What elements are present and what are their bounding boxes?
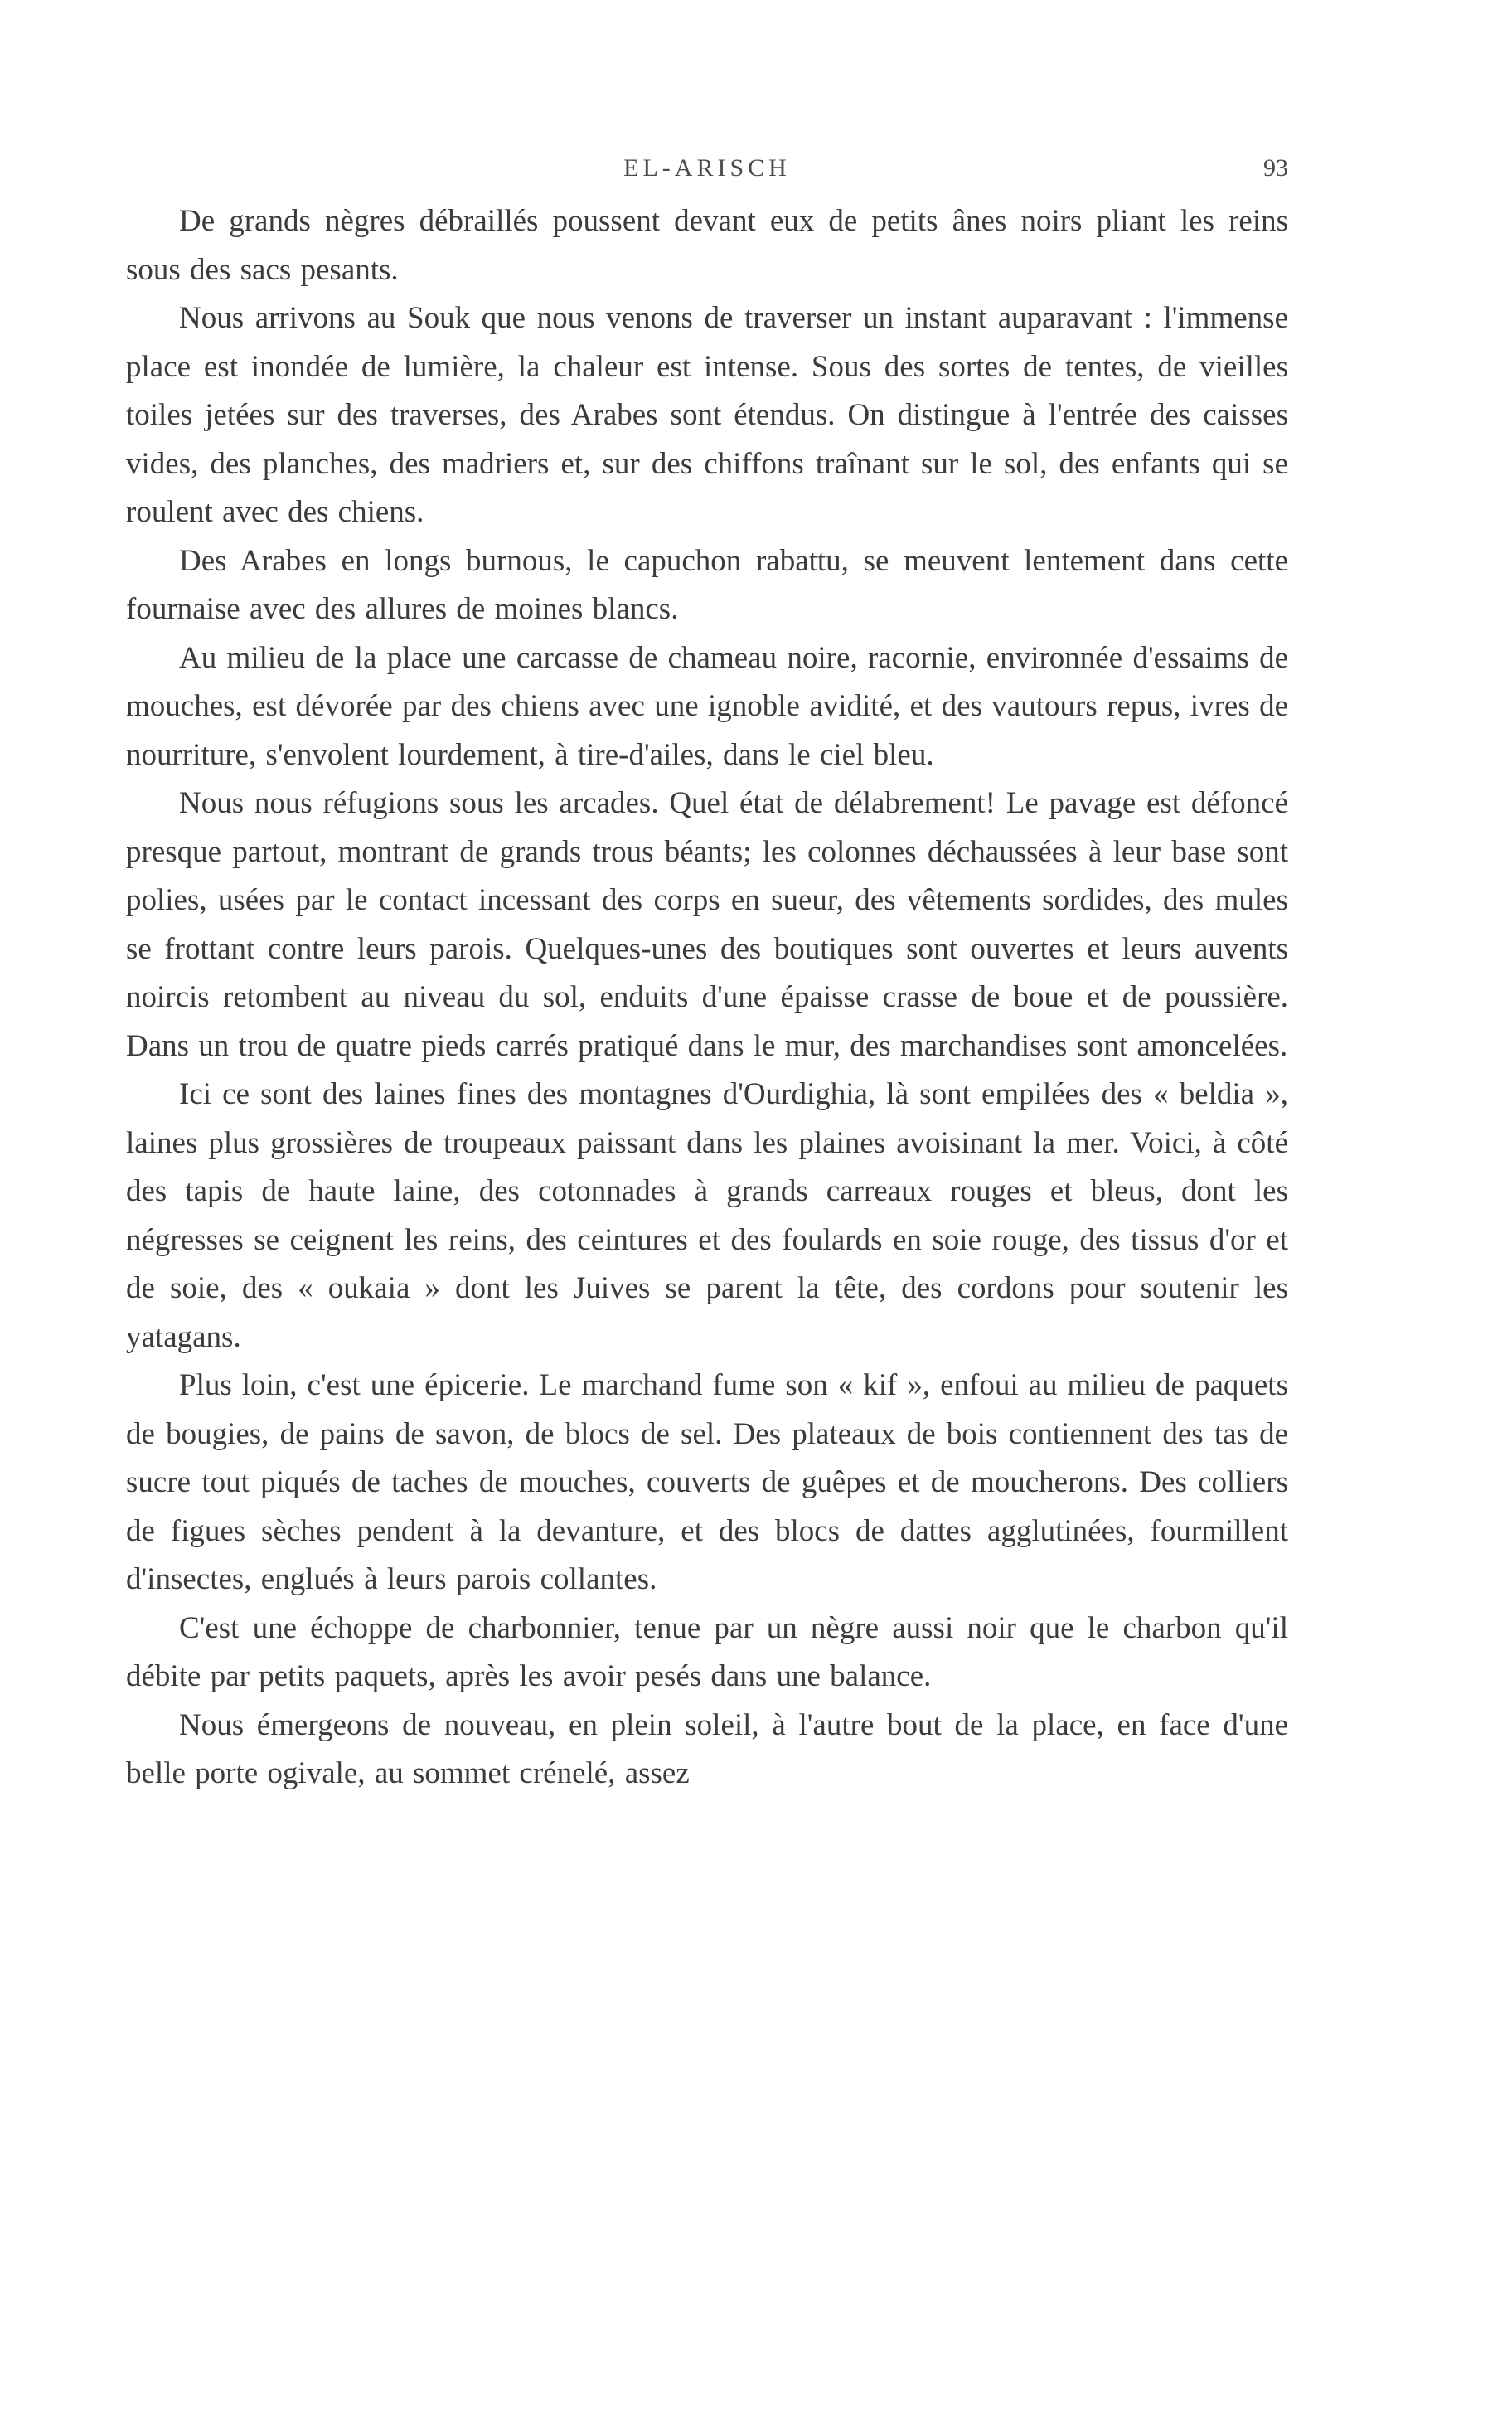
paragraph: Plus loin, c'est une épicerie. Le marchand fume son « kif », enfoui au milieu de paquets de bougies, de pains de savon, de blocs de sel. Des plateaux de bois contiennent des tas de sucre tout piqués de taches de mouches, couverts de guêpes et de moucherons. Des colliers de figues sèches pendent à la devanture, et des blocs de dattes agglutinées, fourmillent d'insectes, englués à leurs parois collantes. (126, 1368, 1288, 1596)
paragraph: De grands nègres débraillés poussent devant eux de petits ânes noirs pliant les reins sous des sacs pesants. (126, 204, 1288, 287)
paragraph: Nous émergeons de nouveau, en plein soleil, à l'autre bout de la place, en face d'une belle porte ogivale, au sommet crénelé, assez (126, 1707, 1288, 1790)
paragraph: Ici ce sont des laines fines des montagnes d'Ourdighia, là sont empilées des « beldia », laines plus grossières de troupeaux paissant dans les plaines avoisinant la mer. Voici, à côté des tapis de haute laine, des cotonnades à grands carreaux rouges et bleus, dont les négresses se ceignent les reins, des ceintures et des foulards en soie rouge, des tissus d'or et de soie, des « oukaia » dont les Juives se parent la tête, des cordons pour soutenir les yatagans. (126, 1077, 1288, 1354)
paragraph: Au milieu de la place une carcasse de chameau noire, racornie, environnée d'essaims de mouches, est dévorée par des chiens avec une ignoble avidité, et des vautours repus, ivres de nourriture, s'envolent lourdement, à tire-d'ailes, dans le ciel bleu. (126, 640, 1288, 772)
page-number: 93 (1263, 154, 1288, 182)
body-text (126, 197, 1288, 1799)
paragraph: Des Arabes en longs burnous, le capuchon rabattu, se meuvent lentement dans cette fournaise avec des allures de moines blancs. (126, 543, 1288, 626)
paragraph: C'est une échoppe de charbonnier, tenue par un nègre aussi noir que le charbon qu'il débite par petits paquets, après les avoir pesés dans une balance. (126, 1610, 1288, 1693)
running-title: EL-ARISCH (623, 154, 791, 182)
paragraph: Nous arrivons au Souk que nous venons de traverser un instant auparavant : l'immense place est inondée de lumière, la chaleur est intense. Sous des sortes de tentes, de vieilles toiles jetées sur des traverses, des Arabes sont étendus. On distingue à l'entrée des caisses vides, des planches, des madriers et, sur des chiffons traînant sur le sol, des enfants qui se roulent avec des chiens. (126, 301, 1288, 529)
paragraph: Nous nous réfugions sous les arcades. Quel état de délabrement! Le pavage est défoncé presque partout, montrant de grands trous béants; les colonnes déchaussées à leur base sont polies, usées par le contact incessant des corps en sueur, des vêtements sordides, des mules se frottant contre leurs parois. Quelques-unes des boutiques sont ouvertes et leurs auvents noircis retombent au niveau du sol, enduits d'une épaisse crasse de boue et de poussière. Dans un trou de quatre pieds carrés pratiqué dans le mur, des marchandises sont amoncelées. (126, 786, 1288, 1063)
running-head (126, 154, 1288, 196)
